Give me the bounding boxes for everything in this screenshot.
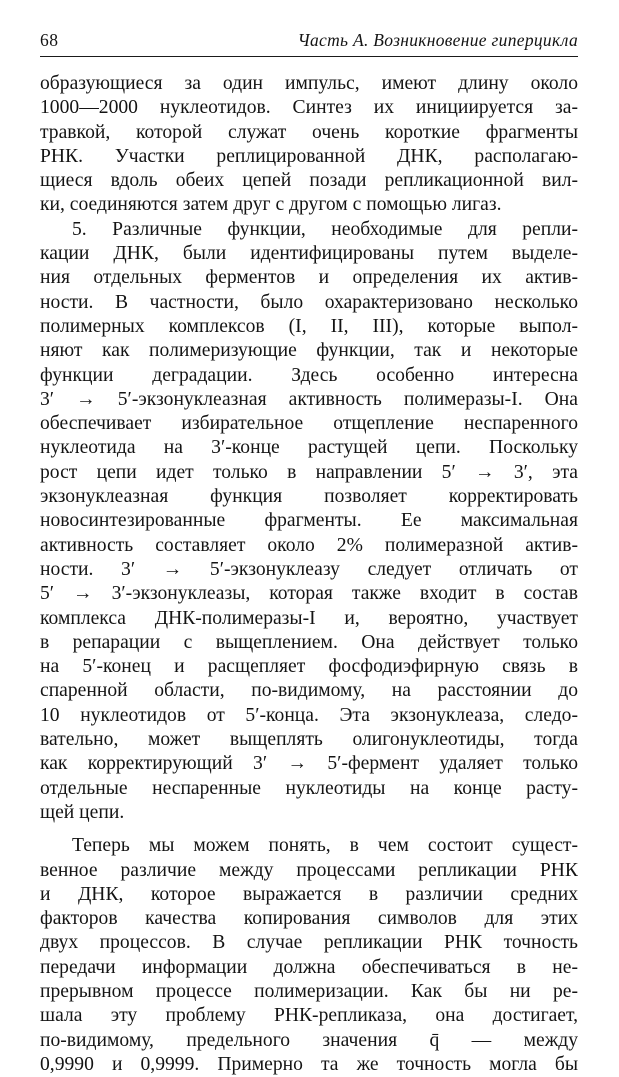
text-line: по-видимому, предельного значения q̄ — между: [40, 1029, 578, 1051]
text-line: образующиеся за один импульс, имеют длину около: [40, 73, 578, 94]
text-line: травкой, которой служат очень короткие фрагменты: [40, 121, 578, 143]
text-line: ности. 3′ → 5′-экзонуклеазу следует отличать от: [40, 558, 578, 580]
text-line: активность составляет около 2% полимеразной актив-: [40, 534, 578, 556]
text-line: факторов качества копирования символов для этих: [40, 908, 578, 930]
text-line: венное различие между процессами репликации РНК: [40, 859, 578, 881]
text-line: ки, соединяются затем друг с другом с помощью лигаз.: [40, 194, 502, 216]
text-line: 5′ → 3′-экзонуклеазы, которая также входит в состав: [40, 583, 578, 605]
text-line: прерывном процессе полимеризации. Как бы ни ре-: [40, 980, 578, 1002]
text-line: комплекса ДНК-полимеразы-I и, вероятно, участвует: [40, 607, 578, 629]
text-line: передачи информации должна обеспечиваться в не-: [40, 956, 578, 978]
running-title: Часть А. Возникновение гиперцикла: [297, 30, 578, 50]
text-line: няют как полимеризующие функции, так и некоторые: [40, 340, 578, 362]
text-line: 10 нуклеотидов от 5′-конца. Эта экзонуклеаза, следо-: [40, 704, 578, 726]
text-line: вательно, может выщеплять олигонуклеотиды, тогда: [40, 729, 578, 751]
text-line: полимерных комплексов (I, II, III), которые выпол-: [40, 315, 578, 337]
text-line: ния отдельных ферментов и определения их актив-: [40, 267, 578, 289]
text-line: нуклеотида на 3′-конце растущей цепи. Поскольку: [40, 437, 578, 459]
text-line: 1000—2000 нуклеотидов. Синтез их инициируется за-: [40, 97, 578, 119]
text-line: 3′ → 5′-экзонуклеазная активность полимеразы-I. Она: [40, 388, 578, 410]
text-line: новосинтезированные фрагменты. Ее максимальная: [40, 510, 578, 532]
running-head: [40, 30, 578, 57]
text-line: на 5′-конец и расщепляет фосфодиэфирную связь в: [40, 656, 578, 678]
text-line: ности. В частности, было охарактеризовано несколько: [40, 291, 578, 313]
paragraph-1: [40, 72, 578, 218]
text-line: Теперь мы можем понять, в чем состоит сущест-: [72, 835, 578, 857]
paragraph-3: [40, 834, 578, 1077]
text-line: 0,9990 и 0,9999. Примерно та же точность могла бы: [40, 1053, 578, 1075]
book-page: [40, 30, 578, 1077]
text-line: рост цепи идет только в направлении 5′ → 3′, эта: [40, 461, 578, 483]
text-line: шала эту проблему РНК-репликаза, она достигает,: [40, 1005, 578, 1027]
text-line: кации ДНК, были идентифицированы путем выделе-: [40, 243, 578, 265]
text-line: щиеся вдоль обеих цепей позади репликационной вил-: [40, 170, 578, 192]
text-line: и ДНК, которое выражается в различии средних: [40, 883, 578, 905]
text-line: экзонуклеазная функция позволяет корректировать: [40, 486, 578, 508]
text-line: щей цепи.: [40, 801, 125, 823]
body-text: [40, 72, 578, 1077]
text-line: двух процессов. В случае репликации РНК точность: [40, 932, 578, 954]
text-line: спаренной области, по-видимому, на расстоянии до: [40, 680, 578, 702]
text-line: 5. Различные функции, необходимые для репли-: [72, 218, 578, 240]
text-line: обеспечивает избирательное отщепление неспаренного: [40, 413, 578, 435]
text-line: как корректирующий 3′ → 5′-фермент удаляет только: [40, 753, 578, 775]
paragraph-gap: [40, 825, 578, 834]
page-number: 68: [40, 30, 59, 50]
text-line: в репарации с выщеплением. Она действует только: [40, 631, 578, 653]
paragraph-2: [40, 218, 578, 825]
text-line: функции деградации. Здесь особенно интересна: [40, 364, 578, 386]
text-line: РНК. Участки реплицированной ДНК, располагаю-: [40, 145, 578, 167]
text-line: отдельные неспаренные нуклеотиды на конце расту-: [40, 777, 578, 799]
